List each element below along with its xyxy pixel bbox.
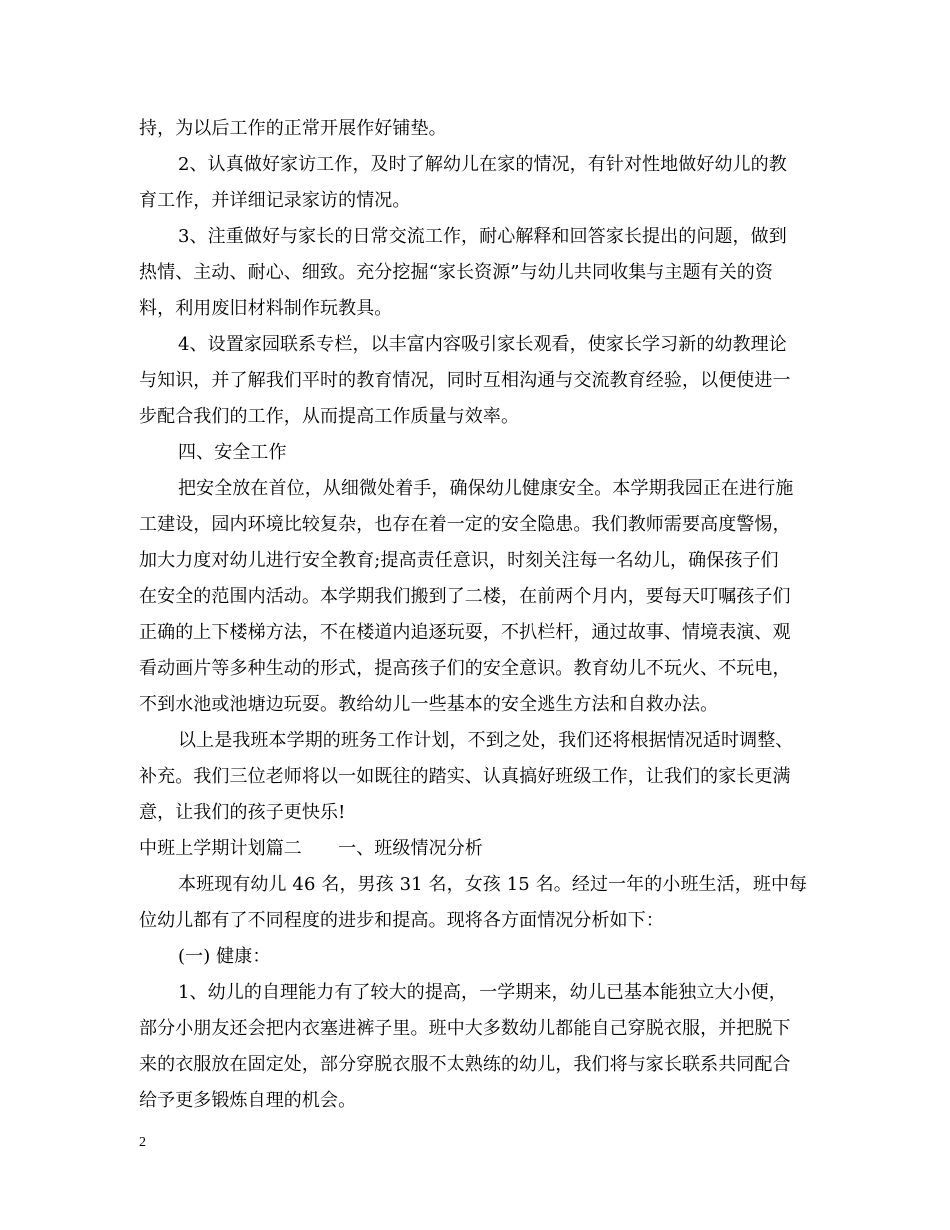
text-line: 工建设，园内环境比较复杂，也存在着一定的安全隐患。我们教师需要高度警惕， bbox=[139, 514, 791, 535]
text-line: 在安全的范围内活动。本学期我们搬到了二楼，在前两个月内，要每天叮嘱孩子们 bbox=[139, 586, 791, 607]
text-line: 与知识，并了解我们平时的教育情况，同时互相沟通与交流教育经验，以便使进一 bbox=[139, 370, 791, 391]
text-line: 料，利用废旧材料制作玩教具。 bbox=[139, 298, 393, 319]
section-heading: 四、安全工作 bbox=[178, 442, 287, 463]
text-line: 育工作，并详细记录家访的情况。 bbox=[139, 190, 411, 211]
text-line: 补充。我们三位老师将以一如既往的踏实、认真搞好班级工作，让我们的家长更满 bbox=[139, 766, 791, 787]
text-line: 热情、主动、耐心、细致。充分挖掘“家长资源”与幼儿共同收集与主题有关的资 bbox=[139, 262, 774, 283]
text-line: 持，为以后工作的正常开展作好铺垫。 bbox=[139, 118, 447, 139]
text-line: 2、认真做好家访工作，及时了解幼儿在家的情况，有针对性地做好幼儿的教 bbox=[178, 154, 787, 175]
text-line: 1、幼儿的自理能力有了较大的提高，一学期来，幼儿已基本能独立大小便， bbox=[178, 982, 787, 1003]
text-line: 位幼儿都有了不同程度的进步和提高。现将各方面情况分析如下： bbox=[139, 910, 664, 931]
subsection-heading: (一) 健康： bbox=[178, 946, 271, 967]
text-line: 把安全放在首位，从细微处着手，确保幼儿健康安全。本学期我园正在进行施 bbox=[178, 478, 794, 499]
text-line: 步配合我们的工作，从而提高工作质量与效率。 bbox=[139, 406, 520, 427]
text-line: 部分小朋友还会把内衣塞进裤子里。班中大多数幼儿都能自己穿脱衣服，并把脱下 bbox=[139, 1018, 791, 1039]
text-line: 本班现有幼儿 46 名，男孩 31 名，女孩 15 名。经过一年的小班生活，班中每 bbox=[178, 874, 808, 895]
text-line: 给予更多锻炼自理的机会。 bbox=[139, 1090, 357, 1111]
text-line: 4、设置家园联系专栏，以丰富内容吸引家长观看，使家长学习新的幼教理论 bbox=[178, 334, 787, 355]
text-line: 不到水池或池塘边玩耍。教给幼儿一些基本的安全逃生方法和自救办法。 bbox=[139, 694, 719, 715]
page-number: 2 bbox=[139, 1135, 146, 1150]
text-line: 正确的上下楼梯方法，不在楼道内追逐玩耍，不扒栏杆，通过故事、情境表演、观 bbox=[139, 622, 791, 643]
text-line: 以上是我班本学期的班务工作计划，不到之处，我们还将根据情况适时调整、 bbox=[178, 730, 794, 751]
section-heading: 中班上学期计划篇二 一、班级情况分析 bbox=[139, 838, 483, 859]
text-line: 3、注重做好与家长的日常交流工作，耐心解释和回答家长提出的问题，做到 bbox=[178, 226, 787, 247]
text-line: 加大力度对幼儿进行安全教育;提高责任意识，时刻关注每一名幼儿，确保孩子们 bbox=[139, 550, 779, 571]
text-line: 看动画片等多种生动的形式，提高孩子们的安全意识。教育幼儿不玩火、不玩电， bbox=[139, 658, 791, 679]
text-line: 来的衣服放在固定处，部分穿脱衣服不太熟练的幼儿，我们将与家长联系共同配合 bbox=[139, 1054, 791, 1075]
text-line: 意，让我们的孩子更快乐! bbox=[139, 802, 346, 823]
